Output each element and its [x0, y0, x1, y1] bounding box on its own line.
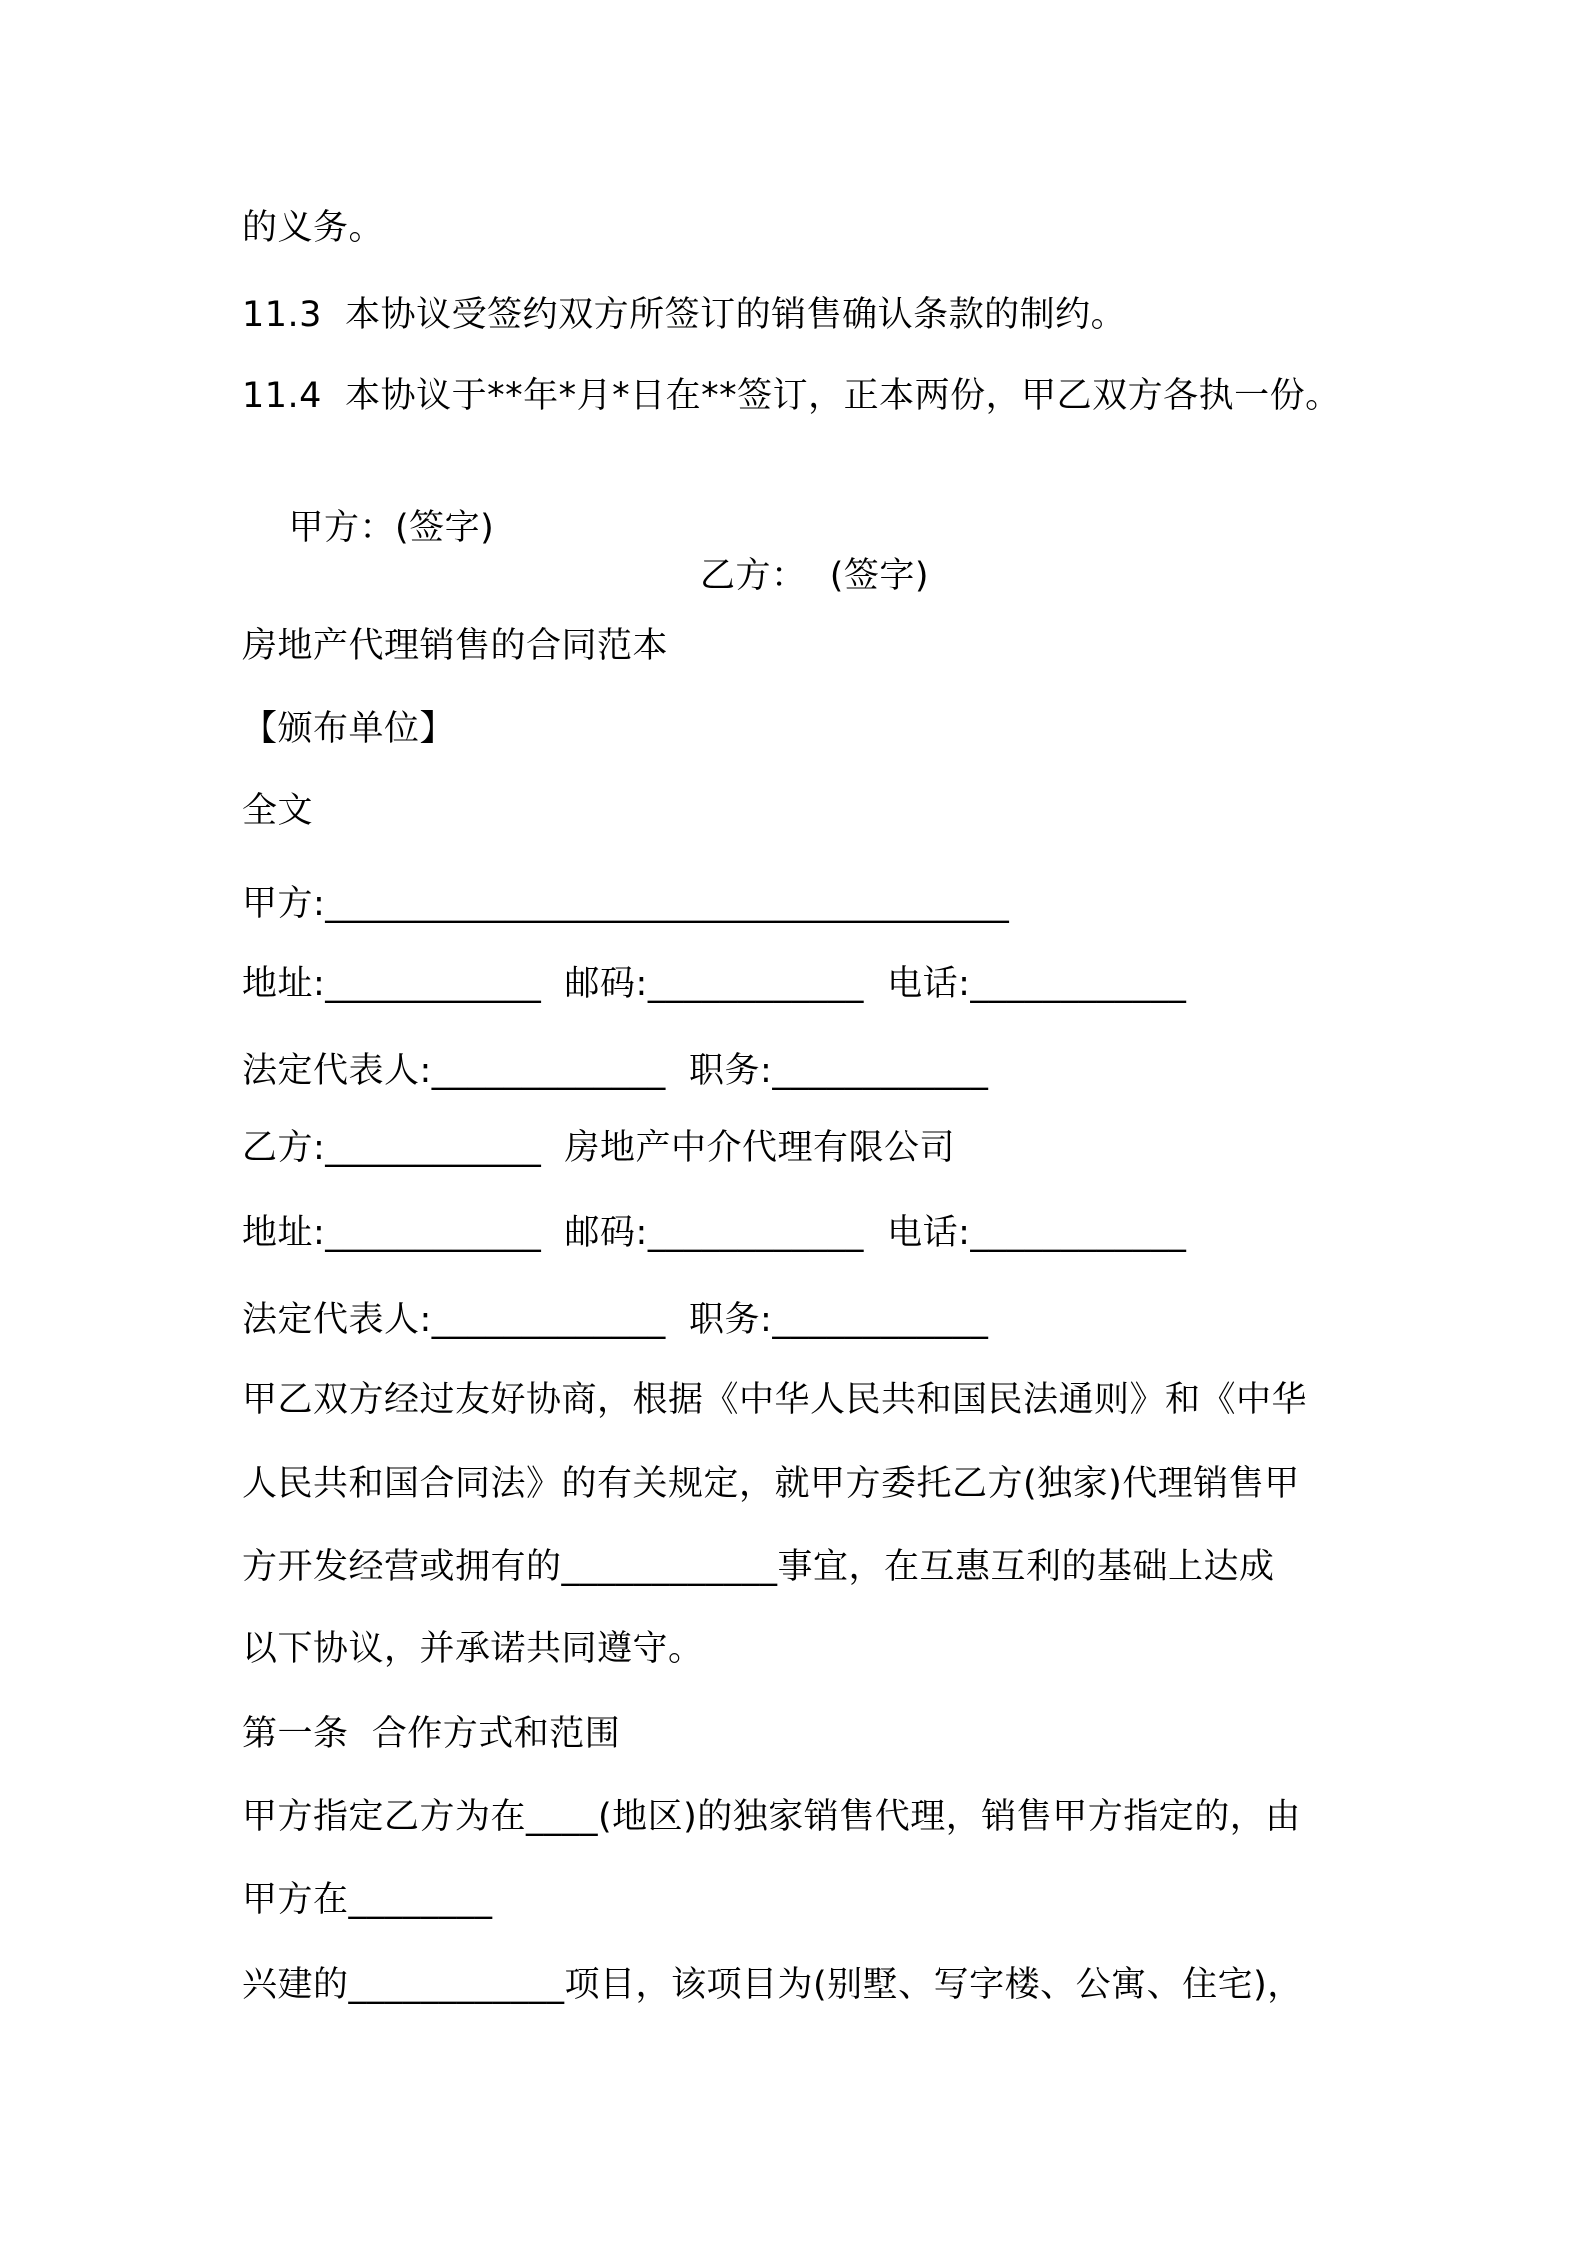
party-b-representative-line: 法定代表人:_____________ 职务:____________	[242, 1300, 989, 1340]
clause-11-3: 11.3 本协议受签约双方所签订的销售确认条款的制约。	[242, 295, 1127, 335]
article-1-line: 甲方指定乙方为在____(地区)的独家销售代理，销售甲方指定的，由	[242, 1797, 1301, 1837]
signature-party-b: 乙方： (签字)	[700, 556, 930, 596]
party-a-representative-line: 法定代表人:_____________ 职务:____________	[242, 1051, 989, 1091]
party-a-contact-line: 地址:____________ 邮码:____________ 电话:____________	[242, 964, 1187, 1004]
fulltext-label: 全文	[242, 791, 314, 831]
article-1-line: 兴建的____________项目，该项目为(别墅、写字楼、公寓、住宅)，	[242, 1965, 1303, 2005]
preamble-line: 人民共和国合同法》的有关规定，就甲方委托乙方(独家)代理销售甲	[242, 1464, 1300, 1504]
issuer-label: 【颁布单位】	[242, 709, 456, 749]
party-a-line: 甲方:______________________________________	[242, 884, 1010, 924]
article-1-line: 甲方在________	[242, 1880, 493, 1920]
signature-row	[242, 456, 1342, 648]
preamble-line: 以下协议，并承诺共同遵守。	[242, 1629, 704, 1669]
continuation-text: 的义务。	[242, 208, 385, 248]
preamble-line: 甲乙双方经过友好协商，根据《中华人民共和国民法通则》和《中华	[242, 1380, 1308, 1420]
party-b-contact-line: 地址:____________ 邮码:____________ 电话:____________	[242, 1213, 1187, 1253]
contract-title: 房地产代理销售的合同范本	[242, 626, 669, 666]
preamble-line: 方开发经营或拥有的____________事宜，在互惠互利的基础上达成	[242, 1547, 1275, 1587]
article-1-title: 第一条 合作方式和范围	[242, 1714, 621, 1754]
clause-11-4: 11.4 本协议于**年*月*日在**签订，正本两份，甲乙双方各执一份。	[242, 376, 1341, 416]
party-b-line: 乙方:____________ 房地产中介代理有限公司	[242, 1128, 956, 1168]
signature-party-a: 甲方：(签字)	[288, 508, 495, 548]
